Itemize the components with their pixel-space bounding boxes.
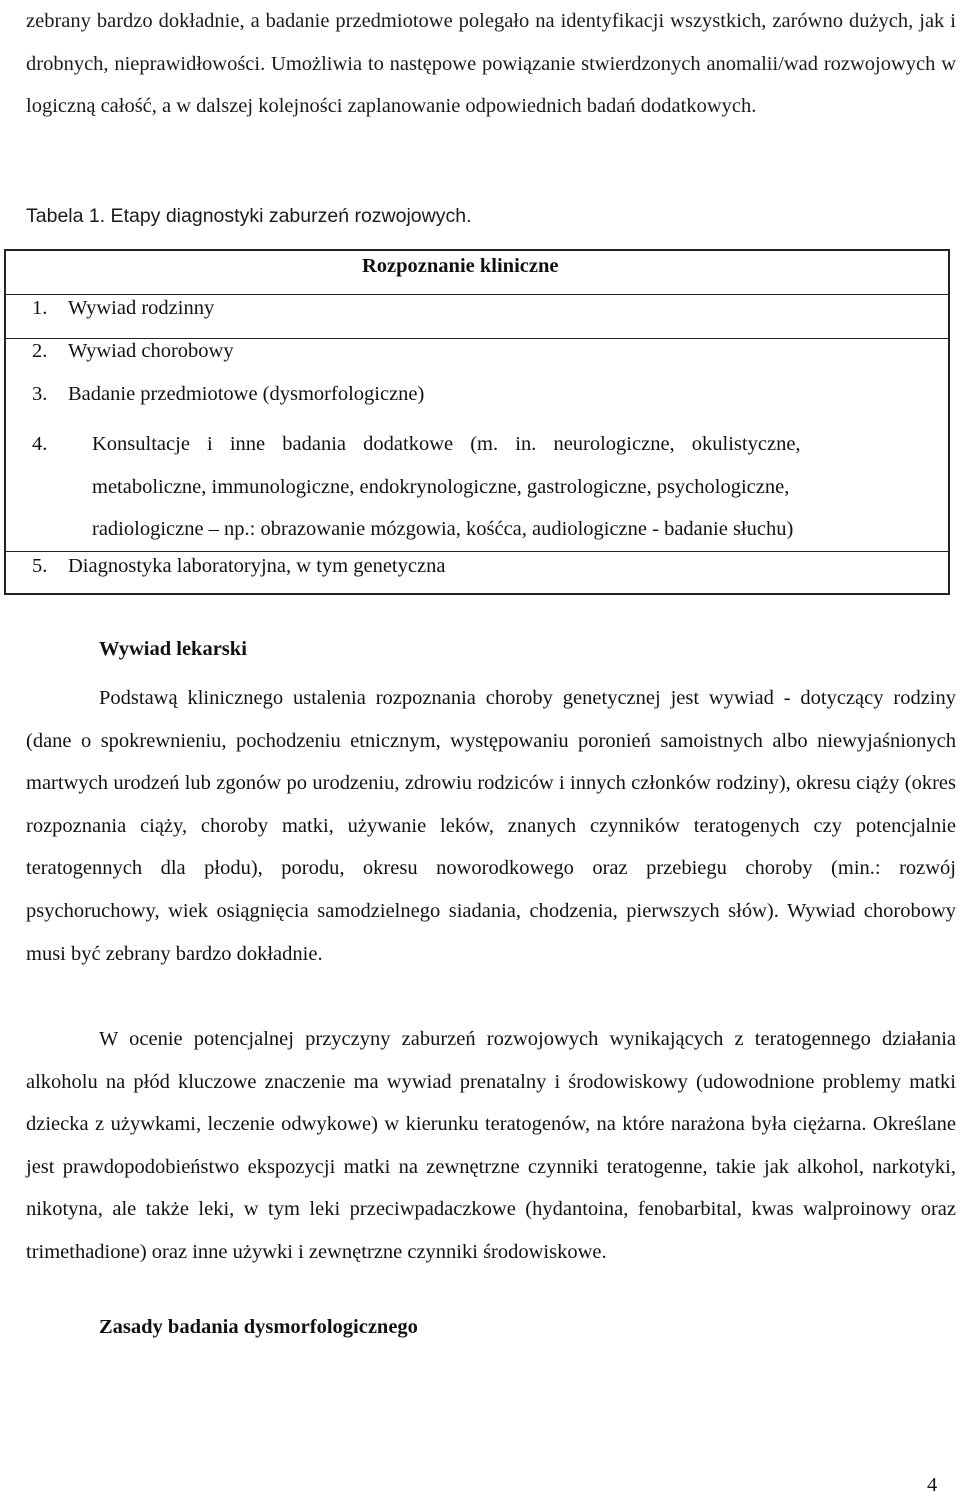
section-heading-wywiad: Wywiad lekarski [99,638,247,660]
stage-text-line: metaboliczne, immunologiczne, endokrynologiczne, gastrologiczne, psychologiczne, [92,475,790,498]
table-header-text: Rozpoznanie kliniczne [362,255,559,277]
row-divider [6,551,948,552]
stage-number: 4. [32,433,48,455]
stage-text: Badanie przedmiotowe (dysmorfologiczne) [68,383,425,405]
stage-text: Wywiad chorobowy [68,340,234,362]
table-caption: Tabela 1. Etapy diagnostyki zaburzeń rozwojowych. [26,205,472,227]
stage-4 [32,423,946,551]
stage-number: 5. [32,555,48,577]
stage-text-line: radiologiczne – np.: obrazowanie mózgowia, kośćca, audiologiczne - badanie słuchu) [92,518,794,540]
stage-2 [32,340,234,363]
section-heading-zasady: Zasady badania dysmorfologicznego [99,1316,418,1338]
stage-text-line: Konsultacje i inne badania dodatkowe (m. in. neurologiczne, okulistyczne, [92,433,801,455]
paragraph-wywiad: Podstawą klinicznego ustalenia rozpoznania choroby genetycznej jest wywiad - dotyczący rodziny (dane o spokrewnieniu, pochodzeniu etnicznym, występowaniu poronień samoistnych albo niewyjaśnionych martwych urodzeń lub zgonów po urodzeniu, zdrowiu rodziców i innych członków rodziny), okresu ciąży (okres rozpoznania ciąży, choroby matki, używanie leków, znanych czynników teratogenych czy potencjalnie teratogennych dla płodu), porodu, okresu noworodkowego oraz przebiegu choroby (min.: rozwój psychoruchowy, wiek osiągnięcia samodzielnego siadania, chodzenia, pierwszych słów). Wywiad chorobowy musi być zebrany bardzo dokładnie. [26,687,956,965]
diagnostic-stages-table [4,249,950,595]
stage-5 [32,555,445,578]
row-divider [6,338,948,339]
page-number: 4 [927,1474,938,1496]
paragraph-teratogeny: W ocenie potencjalnej przyczyny zaburzeń rozwojowych wynikających z teratogennego działania alkoholu na płód kluczowe znaczenie ma wywiad prenatalny i środowiskowy (udowodnione problemy matki dziecka z używkami, leczenie odwykowe) w kierunku teratogenów, na które narażona była ciężarna. Określane jest prawdopodobieństwo ekspozycji matki na zewnętrzne czynniki teratogenne, takie jak alkohol, narkotyki, nikotyna, ale także leki, w tym leki przeciwpadaczkowe (hydantoina, fenobarbital, kwas walproinowy oraz trimethadione) oraz inne używki i zewnętrzne czynniki środowiskowe. [26,1028,956,1263]
stage-3 [32,383,424,406]
stage-number: 3. [32,383,48,405]
intro-paragraph: zebrany bardzo dokładnie, a badanie przedmiotowe polegało na identyfikacji wszystkich, zarówno dużych, jak i drobnych, nieprawidłowości. Umożliwia to następowe powiązanie stwierdzonych anomalii/wad rozwojowych w logiczną całość, a w dalszej kolejności zaplanowanie odpowiednich badań dodatkowych. [26,10,956,117]
stage-text: Diagnostyka laboratoryjna, w tym genetyczna [68,555,446,577]
stage-number: 1. [32,297,48,319]
stage-number: 2. [32,340,48,362]
stage-1 [32,297,214,320]
stage-text: Wywiad rodzinny [68,297,215,319]
table-header [6,251,948,295]
